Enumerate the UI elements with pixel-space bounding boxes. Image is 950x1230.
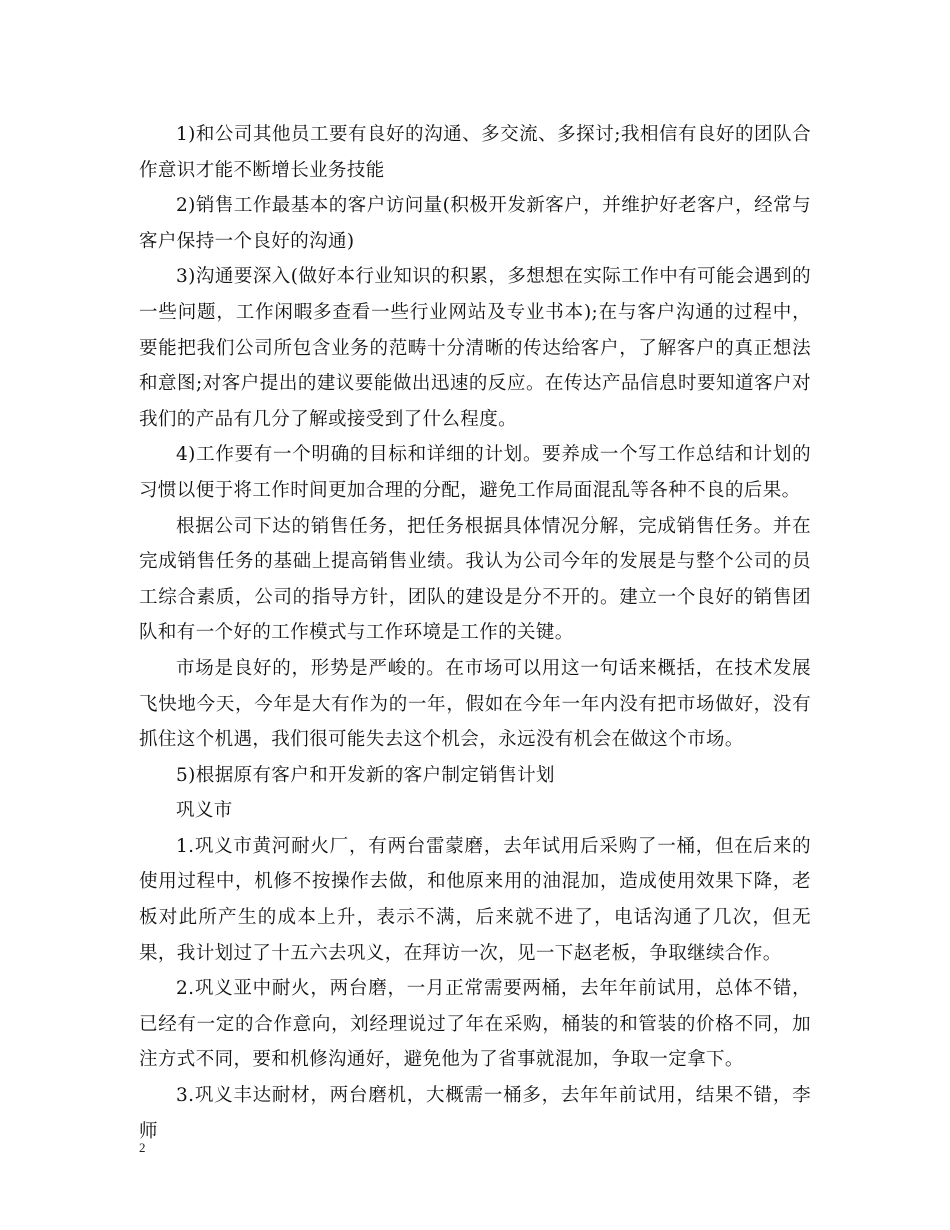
paragraph-client-2: 2.巩义亚中耐火，两台磨，一月正常需要两桶，去年年前试用，总体不错，已经有一定的合作意向，刘经理说过了年在采购，桶装的和管装的价格不同，加注方式不同，要和机修沟通好，避免他为了省事就混加，争取一定拿下。 xyxy=(139,978,811,1071)
paragraph-communication: 1)和公司其他员工要有良好的沟通、多交流、多探讨;我相信有良好的团队合作意识才能不断增长业务技能 xyxy=(139,124,811,181)
page-number: 2 xyxy=(139,1140,146,1155)
paragraph-sales-plan-heading: 5)根据原有客户和开发新的客户制定销售计划 xyxy=(176,764,555,786)
paragraph-region-gongyi: 巩义市 xyxy=(176,800,233,822)
paragraph-customer-visits: 2)销售工作最基本的客户访问量(积极开发新客户，并维护好老客户，经常与客户保持一个良好的沟通) xyxy=(139,195,811,252)
document-body xyxy=(139,117,811,1149)
paragraph-work-plan: 4)工作要有一个明确的目标和详细的计划。要养成一个写工作总结和计划的习惯以便于将工作时间更加合理的分配，避免工作局面混乱等各种不良的后果。 xyxy=(139,444,811,501)
paragraph-sales-task: 根据公司下达的销售任务，把任务根据具体情况分解，完成销售任务。并在完成销售任务的基础上提高销售业绩。我认为公司今年的发展是与整个公司的员工综合素质，公司的指导方针，团队的建设是分不开的。建立一个良好的销售团队和有一个好的工作模式与工作环境是工作的关键。 xyxy=(139,515,811,644)
paragraph-deep-communication: 3)沟通要深入(做好本行业知识的积累，多想想在实际工作中有可能会遇到的一些问题，工作闲暇多查看一些行业网站及专业书本);在与客户沟通的过程中，要能把我们公司所包含业务的范畴十分清晰的传达给客户，了解客户的真正想法和意图;对客户提出的建议要能做出迅速的反应。在传达产品信息时要知道客户对我们的产品有几分了解或接受到了什么程度。 xyxy=(139,266,811,430)
paragraph-client-3: 3.巩义丰达耐材，两台磨机，大概需一桶多，去年年前试用，结果不错，李师 xyxy=(139,1085,811,1142)
paragraph-client-1: 1.巩义市黄河耐火厂，有两台雷蒙磨，去年试用后采购了一桶，但在后来的使用过程中，机修不按操作去做，和他原来用的油混加，造成使用效果下降，老板对此所产生的成本上升，表示不满，后来就不进了，电话沟通了几次，但无果，我计划过了十五六去巩义，在拜访一次，见一下赵老板，争取继续合作。 xyxy=(139,835,811,964)
paragraph-market-outlook: 市场是良好的，形势是严峻的。在市场可以用这一句话来概括，在技术发展飞快地今天，今年是大有作为的一年，假如在今年一年内没有把市场做好，没有抓住这个机遇，我们很可能失去这个机会，永远没有机会在做这个市场。 xyxy=(139,657,811,751)
